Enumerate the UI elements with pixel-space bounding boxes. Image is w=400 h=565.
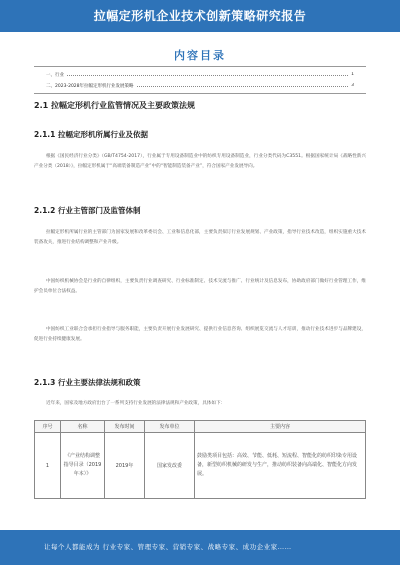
table-cell-dept: 国家发改委 bbox=[145, 433, 195, 499]
section-heading: 2.1 拉幅定形机行业监管情况及主要政策法规 bbox=[34, 101, 195, 110]
subsection-heading: 2.1.2 行业主管部门及监管体制 bbox=[34, 206, 141, 215]
toc-item-page: 3 bbox=[351, 83, 354, 88]
paragraph: 拉幅定形机所属行业的主管部门为国家发展和改革委员会、工业和信息化部，主要负责拟订行业发展规划、产业政策，指导行业技术改造，组织实施重大技术装备攻关，推进行业结构调整和产业升级。 bbox=[34, 230, 366, 245]
toc-title: 内容目录 bbox=[174, 49, 226, 62]
table-header-cell: 名称 bbox=[61, 421, 105, 433]
subsection-heading: 2.1.1 拉幅定形机所属行业及依据 bbox=[34, 130, 148, 139]
toc-item-label: 一、行业 bbox=[46, 73, 64, 78]
toc-dot-leader bbox=[46, 72, 354, 76]
toc-top-rule bbox=[34, 66, 366, 67]
table-header-row bbox=[35, 421, 366, 433]
paragraph: 中国纺织工业联合会承担行业指导与服务职能，主要负责开展行业发展研究、提供行业信息咨询、组织展览交流与人才培训，推动行业技术进步与品牌建设，促进行业持续健康发展。 bbox=[34, 327, 366, 342]
footer-bar bbox=[0, 530, 400, 565]
report-header-bar bbox=[0, 0, 400, 32]
table-header-cell: 主要内容 bbox=[195, 421, 366, 433]
footer-slogan: 让每个人都能成为 行业专家、管理专家、营销专家、战略专家、成功企业家…… bbox=[44, 543, 292, 551]
paragraph: 根据《国民经济行业分类》（GB/T4754-2017），行业属于专用设备制造业中的纺织专用设备制造业，行业分类代码为C3551。根据国家统计局《战略性新兴产业分类（2018）》，拉幅定形机属于“高端装备制造产业”中的“智能制造装备产业”，符合国家产业发展导向。 bbox=[34, 154, 366, 169]
toc-item-label: 二、2023-2028年拉幅定形机行业发展策略 bbox=[46, 84, 134, 89]
policy-table bbox=[34, 420, 366, 499]
subsection-heading: 2.1.3 行业主要法律法规和政策 bbox=[34, 378, 141, 387]
table-cell-name: 《产业结构调整指导目录（2019年本）》 bbox=[61, 433, 105, 499]
toc-item[interactable] bbox=[46, 83, 354, 89]
paragraph: 中国纺织机械协会是行业的自律组织，主要负责行业调查研究、行业标准制定、技术交流与推广、行业统计及信息发布，协助政府部门做好行业管理工作，维护会员单位合法权益。 bbox=[34, 279, 366, 294]
table-cell-no: 1 bbox=[35, 433, 61, 499]
table-row bbox=[35, 433, 366, 499]
paragraph: 近年来，国家及地方政府出台了一系列支持行业发展的法律法规和产业政策，具体如下： bbox=[46, 401, 226, 406]
table-header-cell: 发布时间 bbox=[105, 421, 145, 433]
table-header-cell: 发布单位 bbox=[145, 421, 195, 433]
table-cell-content: 鼓励类项目包括：高效、节能、低耗、短流程、智能化的纺织印染专用设备，新型纺织机械的研发与生产，推动纺织装备向高端化、智能化方向发展。 bbox=[195, 433, 366, 499]
table-cell-date: 2019年 bbox=[105, 433, 145, 499]
toc-item[interactable] bbox=[46, 72, 354, 78]
toc-item-page: 1 bbox=[351, 72, 354, 77]
report-title: 拉幅定形机企业技术创新策略研究报告 bbox=[93, 9, 307, 23]
table-header-cell: 序号 bbox=[35, 421, 61, 433]
toc-bottom-rule bbox=[34, 93, 366, 94]
